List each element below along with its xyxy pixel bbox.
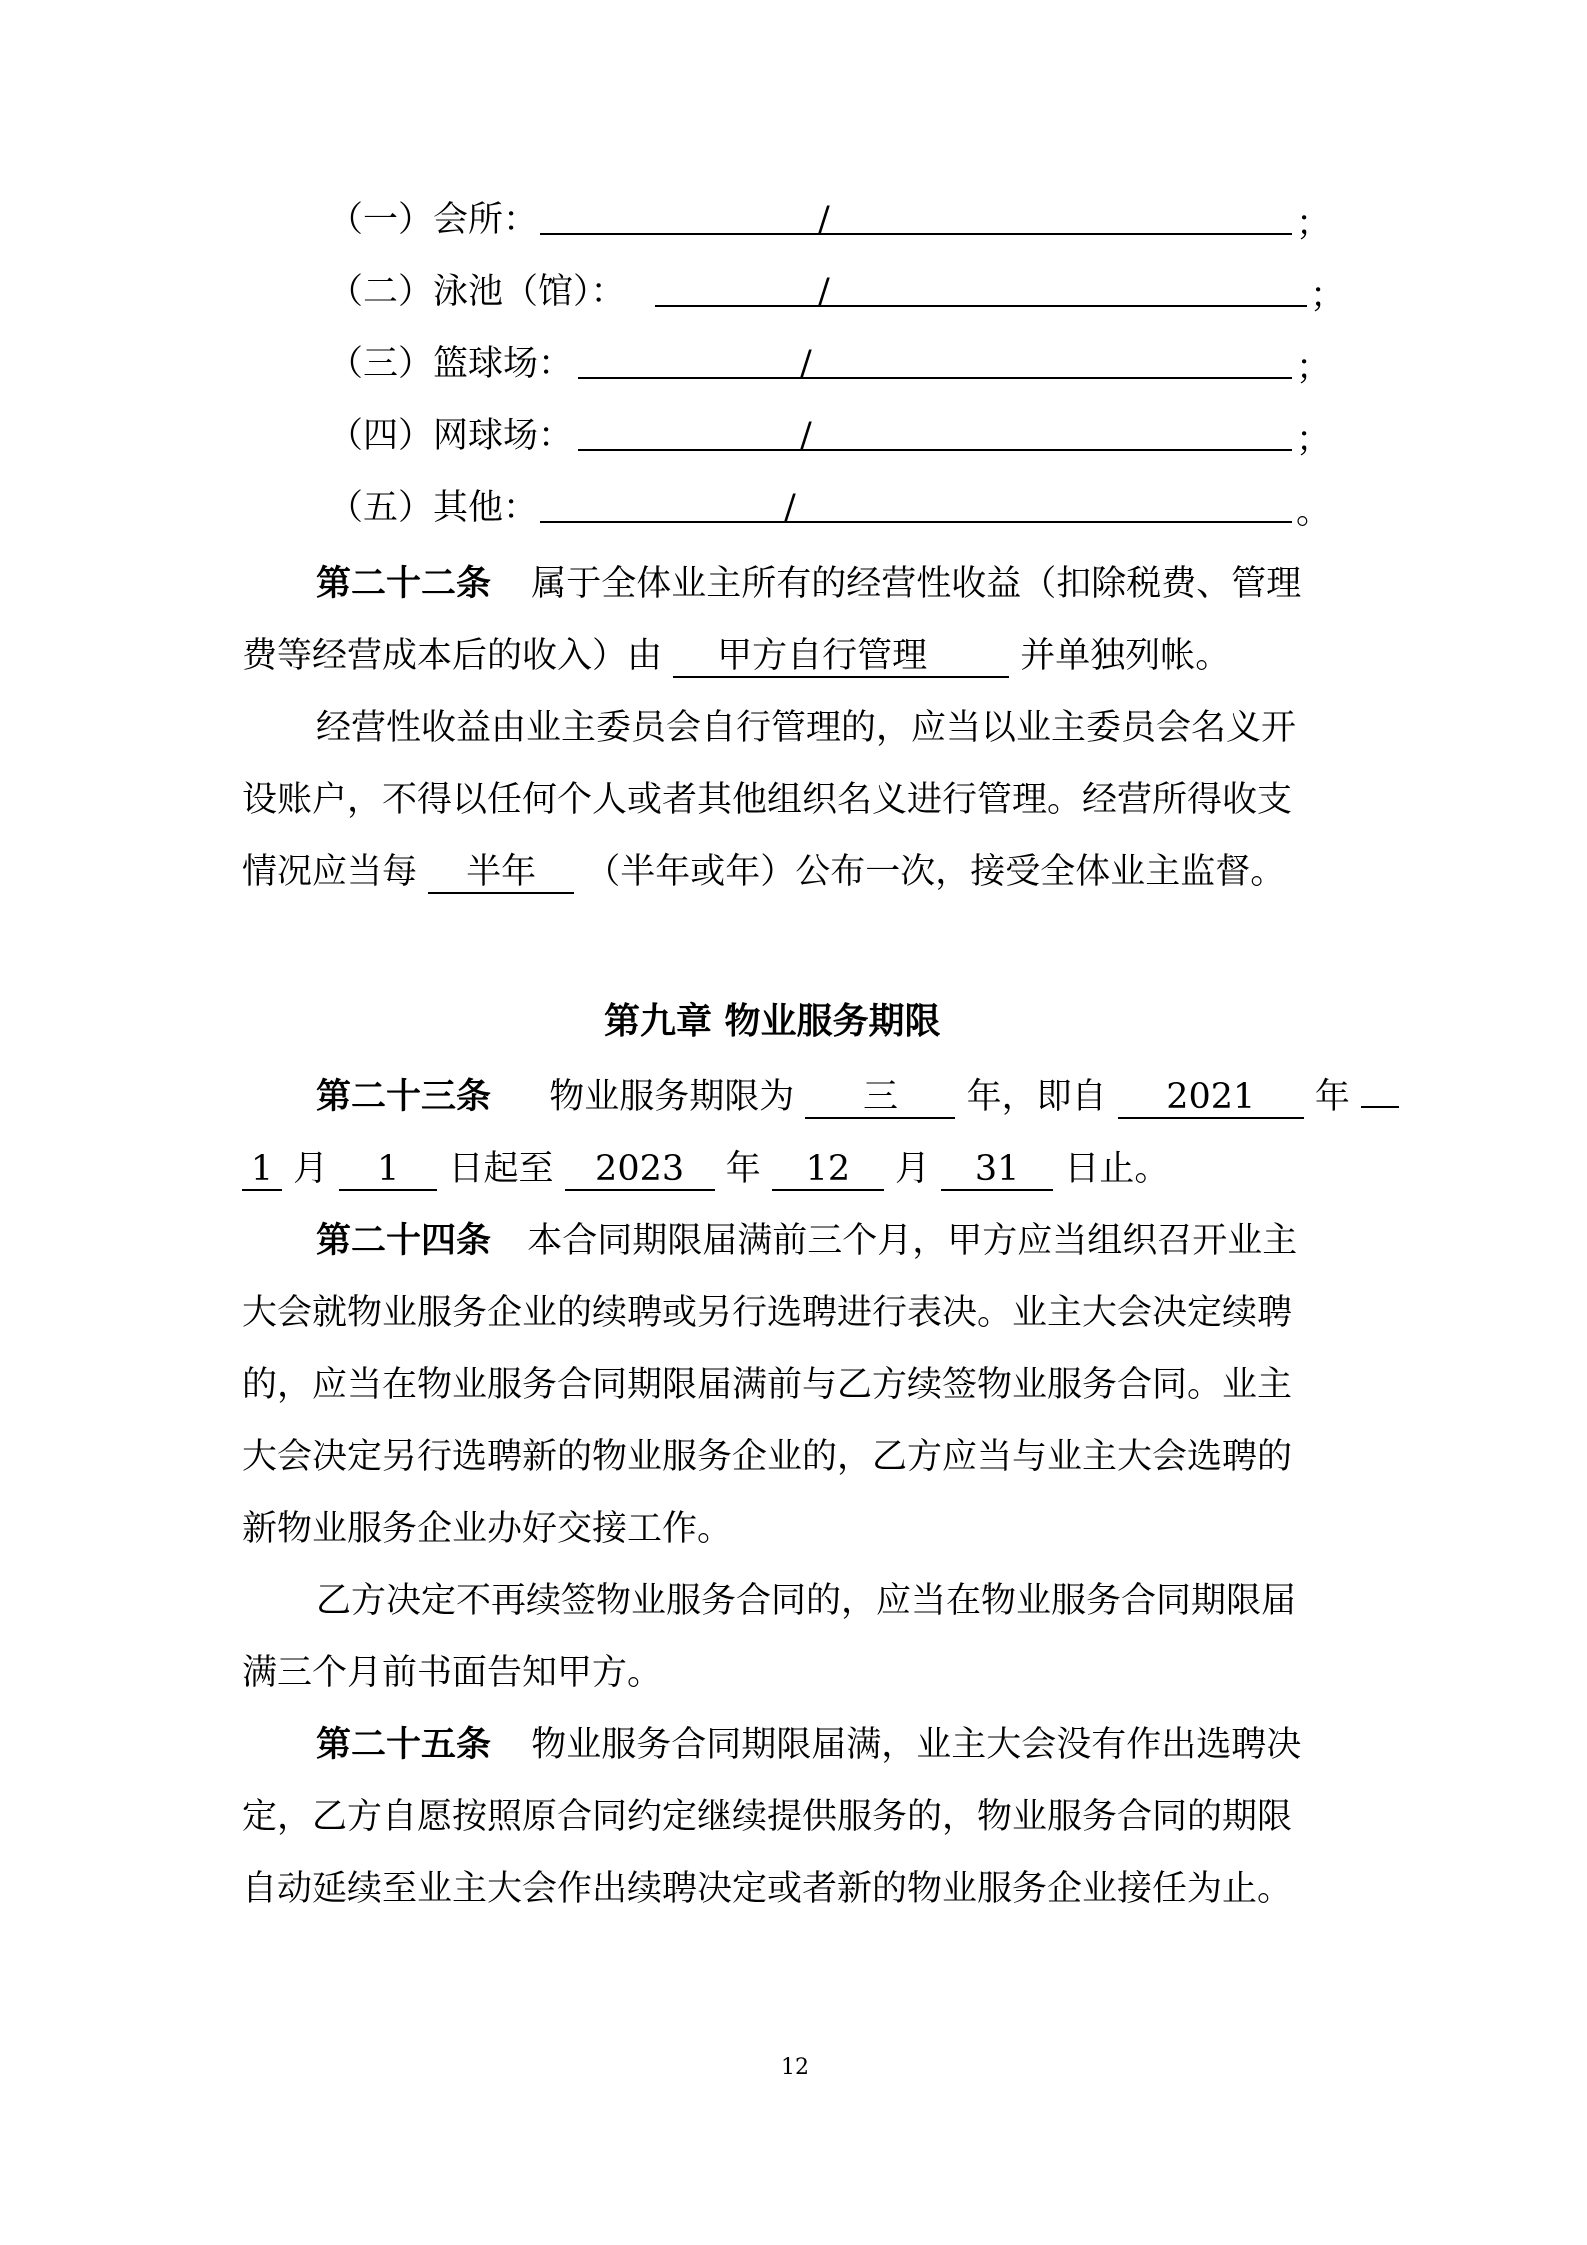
- article-24-line-4: 大会决定另行选聘新的物业服务企业的，乙方应当与业主大会选聘的: [242, 1437, 1293, 1477]
- fill-blank-line: [540, 233, 1292, 235]
- article-text: 物业服务期限为: [549, 1077, 795, 1117]
- line-end-punct: ；: [1310, 276, 1346, 316]
- article-text: 物业服务合同期限届满，业主大会没有作出选聘决: [531, 1725, 1302, 1765]
- blank-slash: /: [784, 488, 796, 528]
- blank-tail: [1361, 1106, 1399, 1108]
- facility-item-pool: [328, 268, 626, 316]
- article-24-line-2: 大会就物业服务企业的续聘或另行选聘进行表决。业主大会决定续聘: [242, 1293, 1293, 1333]
- article-text: 日止。: [1064, 1149, 1170, 1189]
- article-23-line-2: [242, 1145, 1169, 1193]
- blank-slash: /: [818, 200, 830, 240]
- line-end-punct: 。: [1296, 492, 1332, 532]
- facility-label: （四）网球场：: [328, 416, 574, 456]
- article-text: 年: [1314, 1077, 1350, 1117]
- facility-item-basketball: [328, 340, 573, 388]
- notice-para-line-1: 乙方决定不再续签物业服务合同的，应当在物业服务合同期限届: [316, 1581, 1297, 1621]
- article-text: 本合同期限届满前三个月，甲方应当组织召开业主: [527, 1221, 1298, 1261]
- article-text: 月: [895, 1149, 931, 1189]
- income-para-line-2: 设账户，不得以任何个人或者其他组织名义进行管理。经营所得收支: [242, 780, 1293, 820]
- start-year-fill: 2021: [1118, 1077, 1304, 1119]
- chapter-title: 第九章 物业服务期限: [604, 1000, 941, 1042]
- page-number: 12: [781, 2055, 809, 2080]
- article-22-line-2: [242, 632, 1230, 680]
- article-heading: 第二十三条: [316, 1076, 492, 1117]
- facility-label: （三）篮球场：: [328, 344, 574, 384]
- fill-blank-line: [578, 377, 1292, 379]
- article-24-line-1: [316, 1217, 1297, 1265]
- blank-slash: /: [800, 416, 812, 456]
- income-para-line-1: 经营性收益由业主委员会自行管理的，应当以业主委员会名义开: [316, 708, 1297, 748]
- facility-item-tennis: [328, 412, 573, 460]
- article-heading: 第二十五条: [316, 1724, 492, 1765]
- start-month-fill: 1: [242, 1149, 282, 1191]
- end-day-fill: 31: [941, 1149, 1053, 1191]
- article-text: 情况应当每: [242, 852, 418, 892]
- article-25-line-2: 定，乙方自愿按照原合同约定继续提供服务的，物业服务合同的期限: [242, 1797, 1293, 1837]
- article-25-line-1: [316, 1721, 1301, 1769]
- facility-label: （五）其他：: [328, 488, 539, 528]
- article-text: 日起至: [448, 1149, 554, 1189]
- article-text: 年，即自: [966, 1077, 1107, 1117]
- article-heading: 第二十四条: [316, 1220, 492, 1261]
- article-text: 月: [293, 1149, 329, 1189]
- article-24-line-3: 的，应当在物业服务合同期限届满前与乙方续签物业服务合同。业主: [242, 1365, 1293, 1405]
- facility-item-other: [328, 484, 538, 532]
- fill-blank-line: [655, 305, 1307, 307]
- line-end-punct: ；: [1296, 204, 1332, 244]
- fill-blank-line: [540, 521, 1292, 523]
- fill-blank-line: [578, 449, 1292, 451]
- article-24-line-5: 新物业服务企业办好交接工作。: [242, 1509, 733, 1549]
- managed-by-fill: 甲方自行管理: [673, 636, 1009, 678]
- article-text: （半年或年）公布一次，接受全体业主监督。: [585, 852, 1286, 892]
- article-25-line-3: 自动延续至业主大会作出续聘决定或者新的物业服务企业接任为止。: [242, 1869, 1293, 1909]
- end-year-fill: 2023: [565, 1149, 715, 1191]
- blank-slash: /: [800, 344, 812, 384]
- article-22-line-1: [316, 560, 1301, 608]
- blank-slash: /: [818, 272, 830, 312]
- line-end-punct: ；: [1296, 348, 1332, 388]
- article-heading: 第二十二条: [316, 563, 492, 604]
- income-para-line-3: [242, 848, 1285, 896]
- publish-frequency-fill: 半年: [428, 852, 574, 894]
- end-month-fill: 12: [772, 1149, 884, 1191]
- article-23-line-1: [316, 1073, 1399, 1121]
- notice-para-line-2: 满三个月前书面告知甲方。: [242, 1653, 663, 1693]
- facility-label: （二）泳池（馆）：: [328, 272, 626, 312]
- term-years-fill: 三: [805, 1077, 955, 1119]
- article-text: 属于全体业主所有的经营性收益（扣除税费、管理: [531, 564, 1302, 604]
- facility-label: （一）会所：: [328, 200, 539, 240]
- start-day-fill: 1: [339, 1149, 437, 1191]
- article-text: 并单独列帐。: [1020, 636, 1231, 676]
- line-end-punct: ；: [1296, 420, 1332, 460]
- article-text: 年: [725, 1149, 761, 1189]
- article-text: 费等经营成本后的收入）由: [242, 636, 663, 676]
- facility-item-clubhouse: [328, 196, 538, 244]
